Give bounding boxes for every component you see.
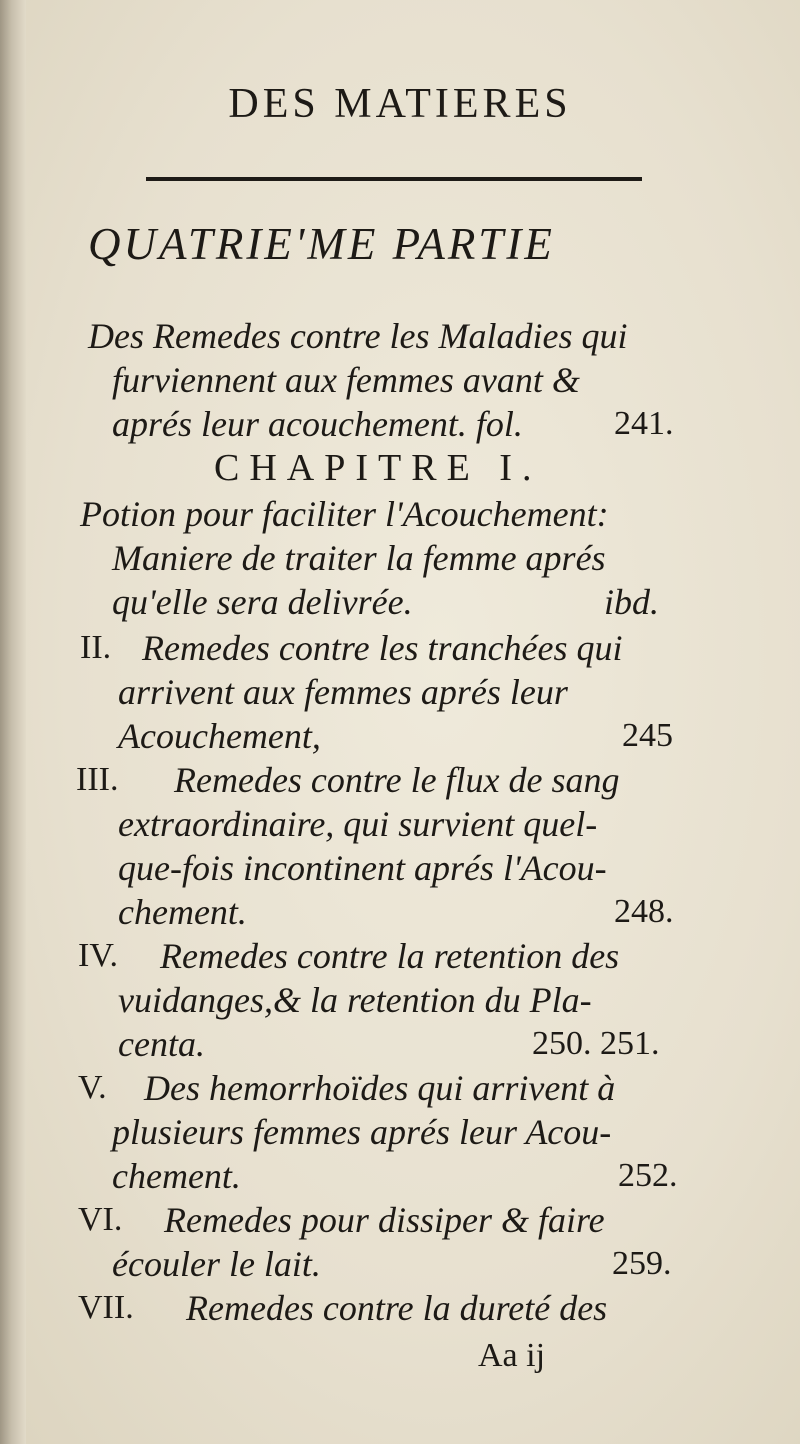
entry-numeral: III. bbox=[76, 761, 119, 798]
page-number: 245 bbox=[622, 717, 673, 754]
section-line: aprés leur acouchement. fol. bbox=[112, 404, 523, 444]
entry-line: Remedes contre la retention des bbox=[160, 936, 620, 976]
entry-line: Acouchement, bbox=[118, 716, 321, 756]
section-line: Des Remedes contre les Maladies qui bbox=[88, 316, 628, 356]
entry-numeral: IV. bbox=[78, 937, 118, 974]
entry-line: centa. bbox=[118, 1024, 205, 1064]
entry-numeral: VI. bbox=[78, 1201, 123, 1238]
entry-numeral: V. bbox=[78, 1069, 107, 1106]
entry-line: Potion pour faciliter l'Acouchement: bbox=[80, 494, 609, 534]
header-rule bbox=[146, 177, 642, 181]
page-number: 250. 251. bbox=[532, 1025, 660, 1062]
entry-line: écouler le lait. bbox=[112, 1244, 321, 1284]
signature-mark: Aa ij bbox=[478, 1337, 546, 1374]
entry-line: que-fois incontinent aprés l'Acou- bbox=[118, 848, 607, 888]
page-number: 248. bbox=[614, 893, 674, 930]
entry-line: qu'elle sera delivrée. bbox=[112, 582, 413, 622]
entry-line: extraordinaire, qui survient quel- bbox=[118, 804, 598, 844]
entry-numeral: II. bbox=[80, 629, 112, 666]
chapter-heading: CHAPITRE I. bbox=[214, 447, 542, 489]
entry-line: Maniere de traiter la femme aprés bbox=[112, 538, 606, 578]
entry-line: arrivent aux femmes aprés leur bbox=[118, 672, 568, 712]
entry-line: Remedes contre le flux de sang bbox=[174, 760, 620, 800]
page-number: 259. bbox=[612, 1245, 672, 1282]
page-number: ibd. bbox=[604, 582, 660, 622]
entry-line: Des hemorrhoïdes qui arrivent à bbox=[144, 1068, 616, 1108]
section-line: furviennent aux femmes avant & bbox=[112, 360, 580, 400]
entry-line: Remedes contre les tranchées qui bbox=[142, 628, 623, 668]
entry-line: plusieurs femmes aprés leur Acou- bbox=[112, 1112, 612, 1152]
page-number: 252. bbox=[618, 1157, 678, 1194]
entry-line: Remedes pour dissiper & faire bbox=[164, 1200, 605, 1240]
page-number: 241. bbox=[614, 405, 674, 442]
entry-line: chement. bbox=[118, 892, 247, 932]
running-head: DES MATIERES bbox=[228, 81, 572, 127]
part-title: QUATRIE'ME PARTIE bbox=[88, 219, 555, 269]
entry-line: chement. bbox=[112, 1156, 241, 1196]
entry-line: vuidanges,& la retention du Pla- bbox=[118, 980, 592, 1020]
entry-numeral: VII. bbox=[78, 1289, 134, 1326]
entry-line: Remedes contre la dureté des bbox=[186, 1288, 608, 1328]
page-gutter bbox=[0, 0, 26, 1444]
